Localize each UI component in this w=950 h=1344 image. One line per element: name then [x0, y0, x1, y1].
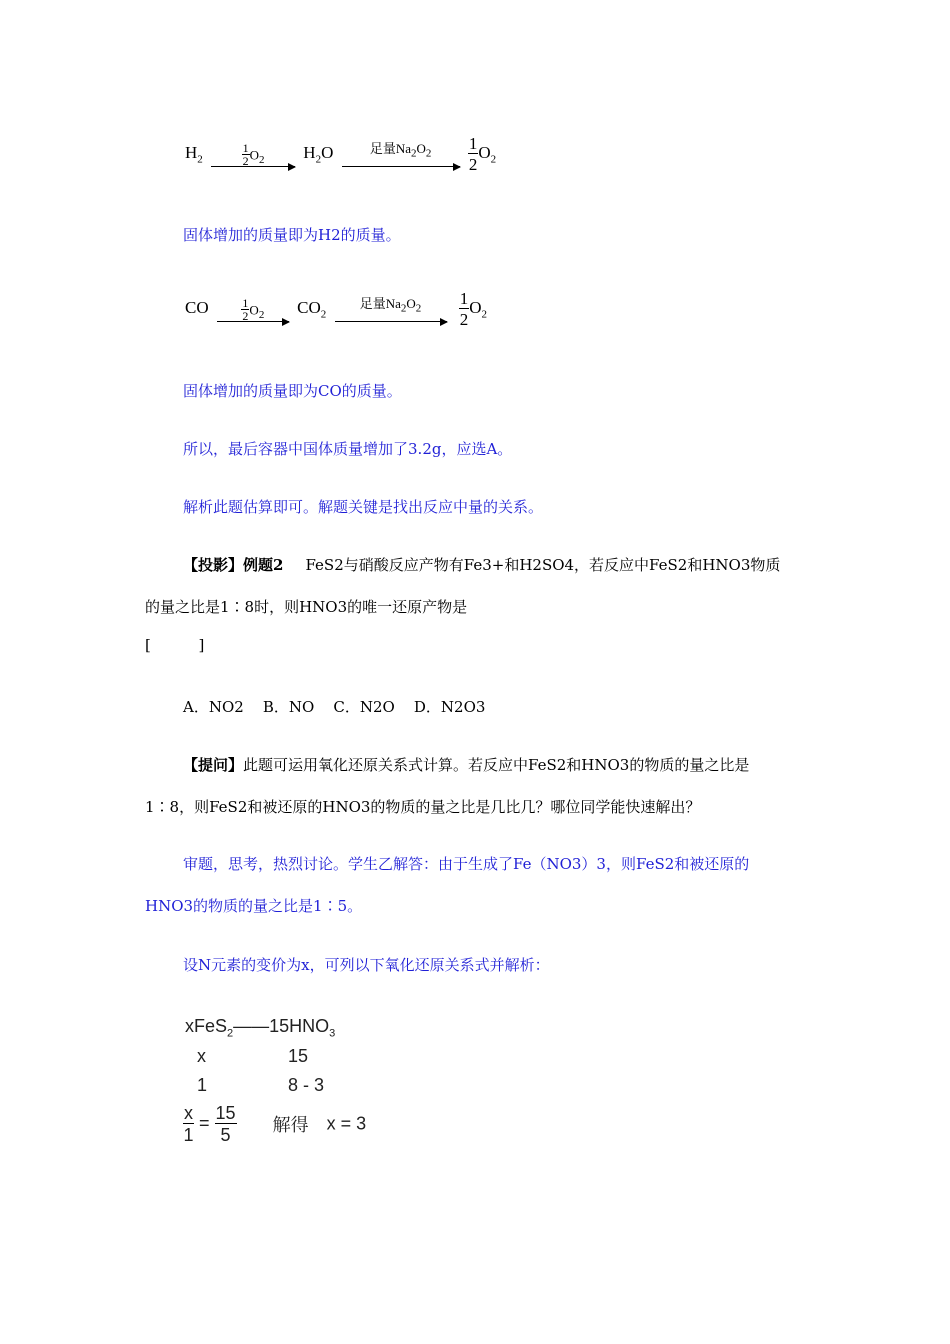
eq1-reactant: $H_2$: [185, 142, 203, 166]
eq1-arrow1: [211, 142, 295, 167]
example2-line1: [183, 554, 780, 575]
relation-line: $xFeS_2——15HNO_3$: [185, 1016, 336, 1040]
eq1-arrow1-line: [211, 166, 295, 167]
eq2-product1: $CO_2$: [297, 297, 327, 321]
eq1-product1: $H_2O$: [303, 142, 334, 166]
solve-result: x = 3: [326, 1113, 367, 1134]
example2-text1: FeS2与硝酸反应产物有Fe3+和H2SO4，若反应中FeS2和HNO3物质: [305, 556, 781, 574]
equals-sign: =: [199, 1112, 210, 1133]
solve-label: 解得: [272, 1115, 309, 1135]
example2-tag: 【投影】例题2: [183, 556, 284, 574]
calc-row1-left: x: [197, 1046, 206, 1066]
question-line2: 1∶8，则FeS2和被还原的HNO3的物质的量之比是几比几？哪位同学能快速解出？: [145, 798, 701, 816]
question-line1: [183, 754, 749, 775]
eq2-final-species: $O_2$: [469, 297, 488, 321]
calc-row2-left: 1: [197, 1075, 208, 1095]
eq1-final-species: $O_2$: [478, 142, 497, 166]
eq1-arrow2-label: 足量$Na_2O_2$: [369, 140, 432, 160]
eq2-arrow1-line: [217, 321, 289, 322]
example2-line2: 的量之比是1∶8时，则HNO3的唯一还原产物是: [145, 598, 468, 616]
eq1-arrow2-line: [342, 166, 460, 167]
eq1-arrow1-label: $\frac{1}{2}$ $O_2$: [242, 140, 265, 168]
equation-h2: [185, 135, 496, 173]
text-conclusion: 所以，最后容器中国体质量增加了3.2g，应选A。: [183, 440, 513, 458]
question-tag: 【提问】: [183, 756, 244, 774]
eq2-arrow2: [335, 297, 447, 322]
eq1-arrow1-fraction: $\frac{1}{2}$: [242, 140, 249, 168]
equation-co: [185, 290, 487, 328]
answer-bracket: [ ]: [145, 636, 205, 654]
eq2-arrow1-fraction: $\frac{1}{2}$: [242, 295, 249, 323]
example2-options: A．NO2 B．NO C．N2O D．N2O3: [183, 698, 486, 716]
question-text1: 此题可运用氧化还原关系式计算。若反应中FeS2和HNO3的物质的量之比是: [243, 756, 750, 774]
discussion-line2: HNO3的物质的量之比是1∶5。: [145, 897, 363, 915]
frac-x-over-1: $\frac{x}{1}$: [183, 1103, 194, 1145]
text-h2-mass: 固体增加的质量即为H2的质量。: [183, 226, 401, 244]
calc-row1-right: 15: [288, 1046, 309, 1066]
text-co-mass: 固体增加的质量即为CO的质量。: [183, 382, 402, 400]
calc-row2-right: 8 - 3: [288, 1075, 325, 1095]
frac-15-over-5: $\frac{15}{5}$: [215, 1103, 236, 1145]
eq2-arrow2-line: [335, 321, 447, 322]
eq2-arrow1: [217, 297, 289, 322]
eq1-final-fraction: $\frac{1}{2}$: [468, 134, 478, 174]
eq1-arrow2: [342, 142, 460, 167]
proportion-equation: [183, 1104, 366, 1144]
eq2-reactant: CO: [185, 297, 209, 317]
text-setup: 设N元素的变价为x，可列以下氧化还原关系式并解析：: [183, 956, 550, 974]
text-analysis: 解析此题估算即可。解题关键是找出反应中量的关系。: [183, 498, 544, 516]
eq2-arrow1-label: $\frac{1}{2}$ $O_2$: [242, 295, 265, 323]
eq2-final-fraction: $\frac{1}{2}$: [459, 289, 469, 329]
eq2-arrow2-label: 足量$Na_2O_2$: [359, 295, 422, 315]
discussion-line1: 审题，思考，热烈讨论。学生乙解答：由于生成了Fe（NO3）3，则FeS2和被还原的: [183, 855, 750, 873]
